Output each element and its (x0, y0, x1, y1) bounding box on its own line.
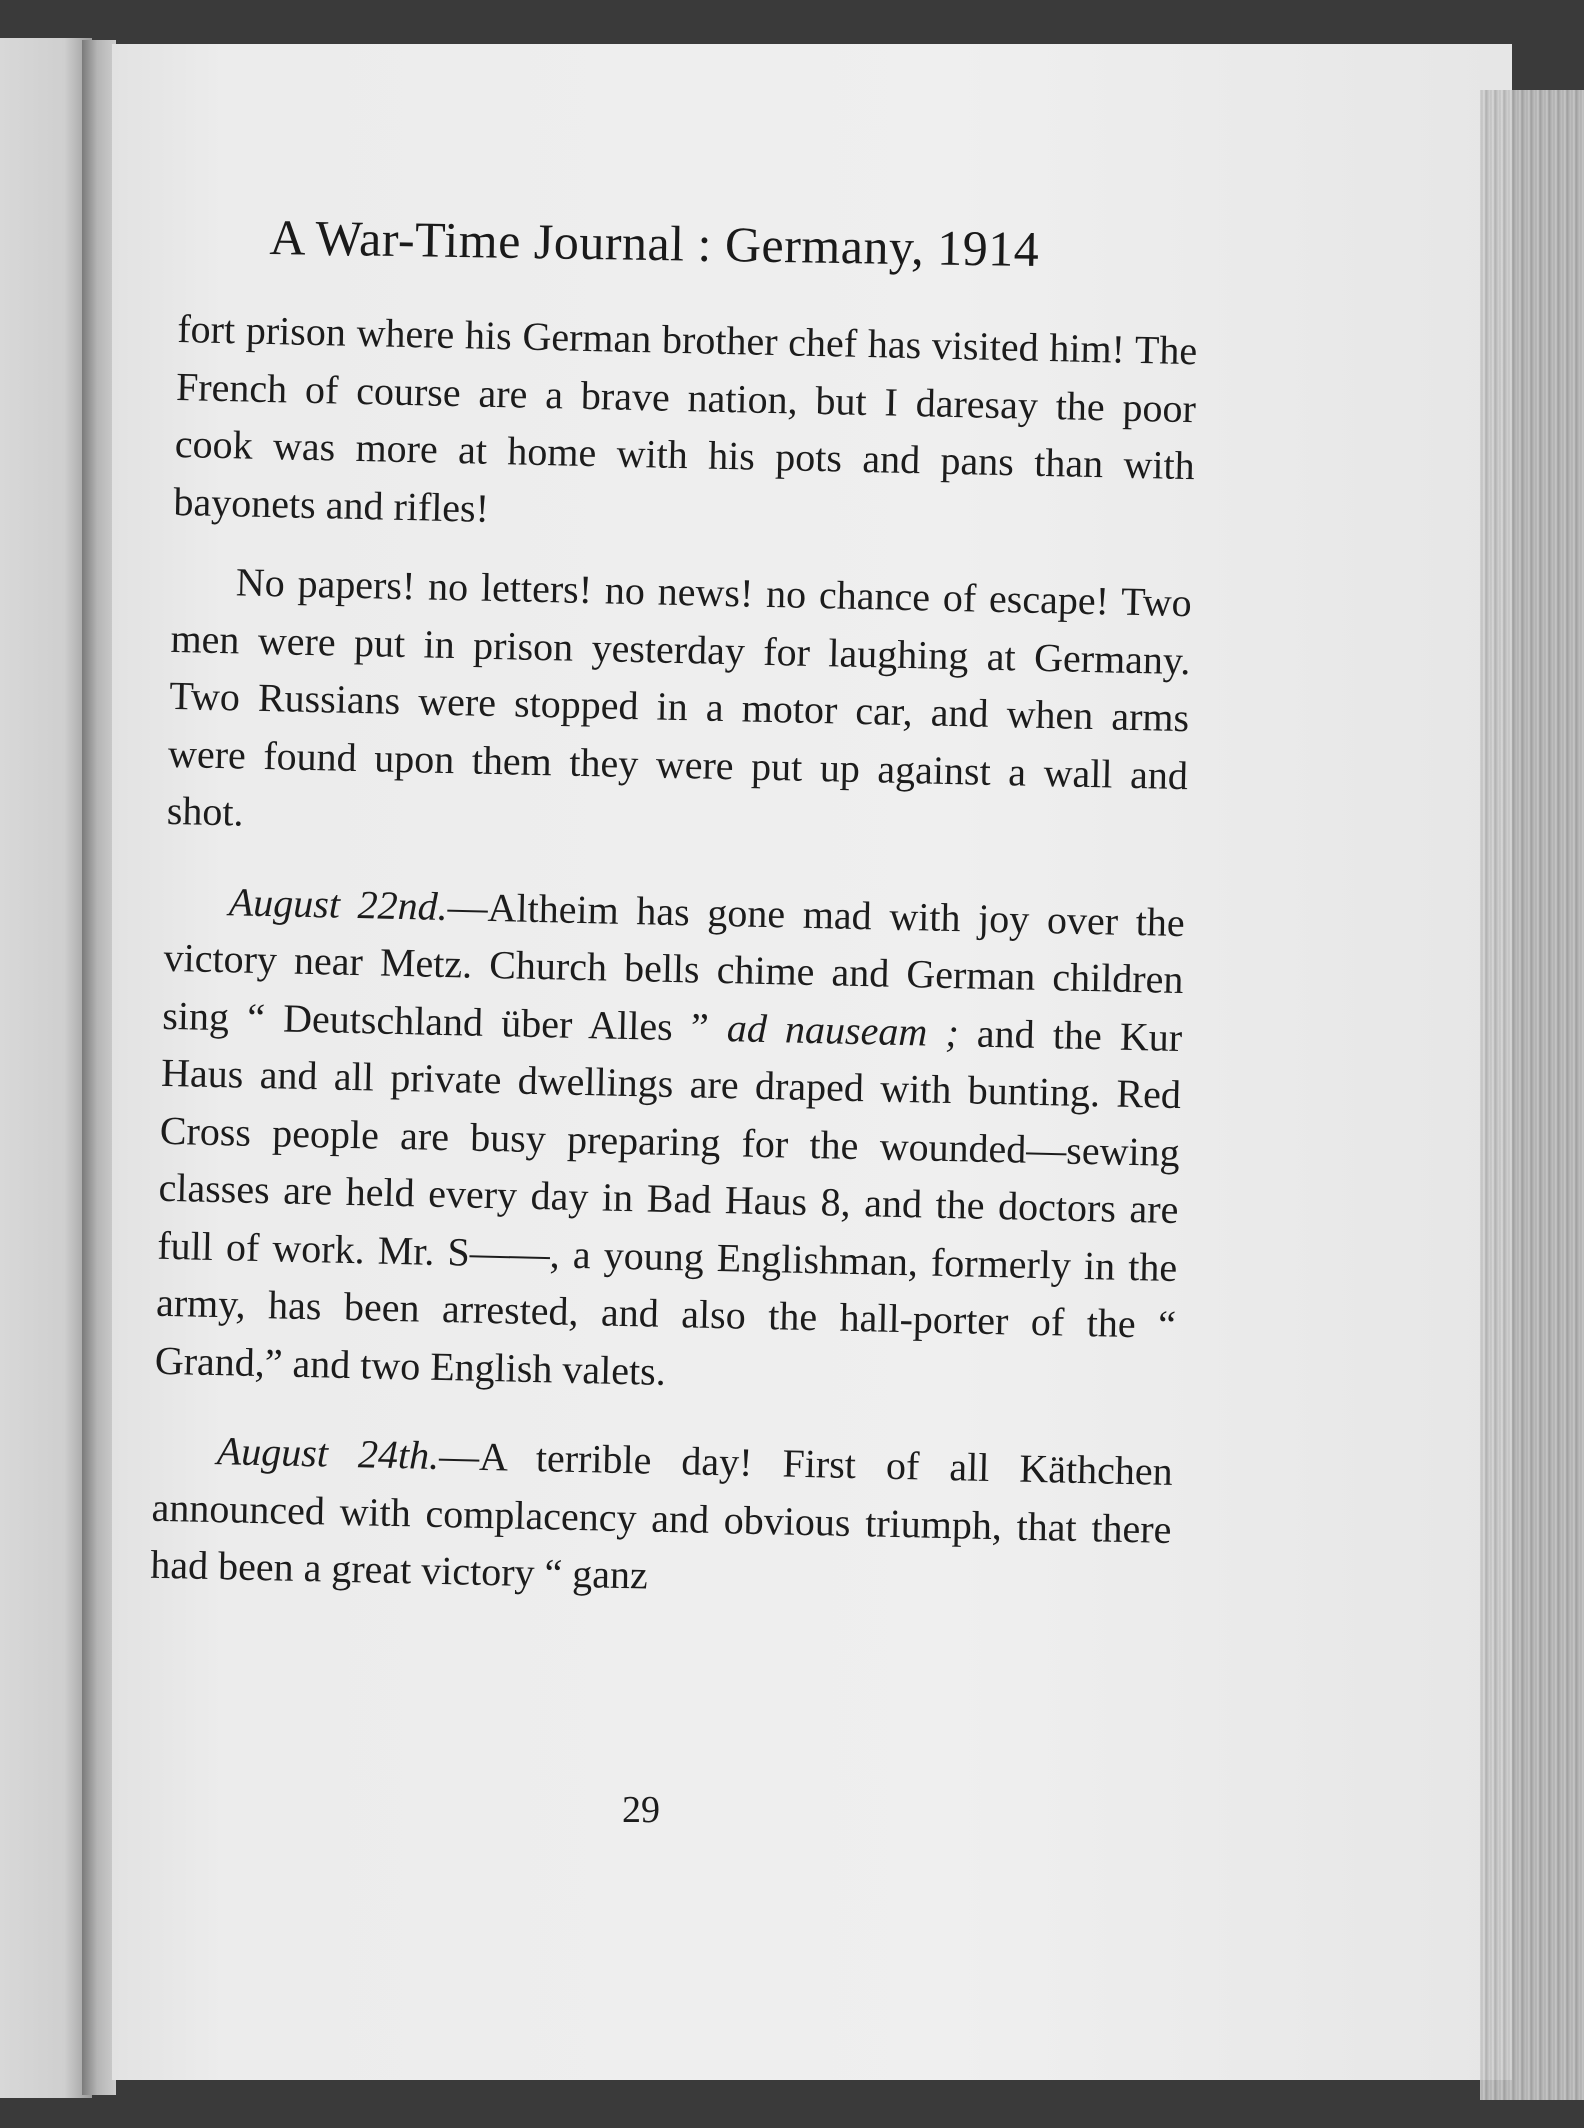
page-block-edges (1480, 90, 1584, 2100)
latin-phrase: ad nauseam ; (726, 1004, 960, 1055)
body-text (150, 300, 1198, 1615)
entry-date: August 24th. (216, 1428, 440, 1478)
journal-entry-august-22 (154, 871, 1185, 1411)
journal-entry-august-24 (150, 1421, 1174, 1616)
facing-page-edge (0, 38, 92, 2098)
book-gutter (82, 40, 116, 2095)
running-title: A War-Time Journal : Germany, 1914 (269, 208, 1040, 278)
entry-text: —Altheim has gone mad with joy over the victory near Metz. Church bells chime and German children sing “ Deutschland über Alles ” (161, 883, 1186, 1050)
entry-text: —A terrible day! First of all Käthchen announced with complacency and obvious triumph, that there had been a great victory “ ganz (149, 1432, 1174, 1598)
entry-date: August 22nd. (228, 878, 449, 929)
page-number: 29 (622, 1789, 660, 1831)
entry-text-continued: and the Kur Haus and all private dwellings are draped with bunting. Red Cross people are busy preparing for the wounded—sewing classes are held every day in Bad Haus 8, and the doctors are full of work. Mr. S——, a young Englishman, formerly in the army, has been arrested, and also the hall-porter of the “ Grand,” and two English valets. (154, 1009, 1183, 1394)
paragraph-2: No papers! no letters! no news! no chance of escape! Two men were put in prison yesterday for laughing at Germany. Two Russians were stopped in a motor car, and when arms were found upon them they were put up against a wall and shot. (166, 559, 1193, 835)
paragraph-1: fort prison where his German brother chef has visited him! The French of course are a brave nation, but I daresay the poor cook was more at home with his pots and pans than with bayonets and rifles! (173, 305, 1198, 531)
